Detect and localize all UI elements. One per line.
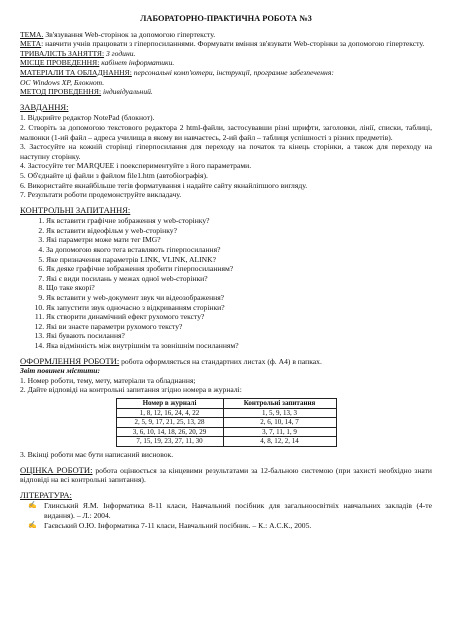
method-line (20, 87, 432, 97)
task-item: 3. Застосуйте на кожній сторінці гіперпосилання для переходу на початок та кінець сторінки, а також для переходу на наступну сторінку. (20, 142, 432, 161)
tasks-list (20, 113, 432, 199)
question-item: 3. Які параметри може мати тег IMG? (46, 235, 432, 245)
method-text: індивідуальний. (101, 87, 153, 97)
book-icon: ✍ (28, 520, 37, 529)
report-must-contain: Звіт повинен містити: (20, 366, 100, 376)
question-item: 12. Які ви знаєте параметри рухомого тексту? (46, 322, 432, 332)
question-item: 4. За допомогою якого тега вставляють гіперпосилання? (46, 245, 432, 255)
literature-text: Глинський Я.М. Інформатика 8-11 класи, Навчальний посібник для загальноосвітніх навчальних закладів (4-те видання). – Л.: 2004. (44, 501, 432, 520)
task-item: 2. Створіть за допомогою текстового редактора 2 html-файли, застосувавши різні шрифти, заголовки, лінії, списки, таблиці, малюнки (1-ий файл – адреса училища в якому ви навчаєтесь, 2-ий файл – таблиця успішності з різних предметів). (20, 122, 432, 142)
question-item: 6. Як деяке графічне зображення зробити гіперпосиланням? (46, 264, 432, 274)
topic-line (20, 30, 432, 40)
place-line (20, 58, 432, 68)
task-item: 1. Відкрийте редактор NotePad (блокнот). (20, 113, 155, 123)
goal-text: : навчити учнів працювати з гіперпосиланнями. Формувати вміння зв'язувати Web-сторінки за допомогою гіпертексту. (41, 39, 425, 49)
table-row (116, 408, 336, 418)
materials-text: персональні комп'ютери, інструкції, програмне забезпечення: (131, 67, 334, 77)
table-row (116, 418, 336, 428)
report-heading: ОФОРМЛЕННЯ РОБОТИ: (20, 355, 120, 366)
table-header-cell: Контрольні запитання (223, 398, 336, 408)
report-text: робота оформляється на стандартних листах (ф. А4) в папках. (119, 356, 322, 366)
grading-line (20, 466, 432, 485)
question-item: 5. Яке призначення параметрів LINK, VLINK, ALINK? (46, 255, 432, 265)
task-item: 4. Застосуйте тег MARQUEE і поекспериментуйте з його параметрами. (20, 161, 252, 171)
goal-line (20, 39, 432, 49)
question-item: 14. Яка відмінність між внутрішнім та зовнішнім посиланням? (46, 341, 432, 351)
table-cell: 3, 7, 11, 1, 9 (223, 427, 336, 437)
table-cell: 4, 8, 12, 2, 14 (223, 437, 336, 447)
table-cell: 7, 15, 19, 23, 27, 11, 30 (116, 437, 223, 447)
place-text: кабінет інформатики. (99, 58, 175, 68)
method-label: МЕТОД ПРОВЕДЕННЯ: (20, 87, 102, 97)
questions-list (20, 216, 432, 350)
question-item: 10. Як запустити звук одночасно з відкриванням сторінки? (46, 303, 432, 313)
materials-line (20, 68, 432, 78)
grade-table (116, 398, 337, 447)
literature-item (20, 501, 432, 520)
duration-label: ТРИВАЛІСТЬ ЗАНЯТТЯ: (20, 48, 105, 58)
table-row (116, 437, 336, 447)
grading-heading: ОЦІНКА РОБОТИ: (20, 464, 93, 475)
materials-line-2: ОС Windows XP, Блокнот. (20, 77, 105, 87)
table-cell: 3, 6, 10, 14, 18, 26, 20, 29 (116, 427, 223, 437)
report-line (20, 357, 432, 367)
topic-text: Зв'язування Web-сторінок за допомогою гіпертексту. (43, 29, 216, 39)
literature-heading: ЛІТЕРАТУРА: (20, 489, 72, 500)
table-header-row (116, 398, 336, 408)
grading-text: робота оцінюється за кінцевими результатами за 12-бальною системою (при захисті необхідно знати відповіді на всі контрольні запитання). (20, 465, 432, 485)
duration-text: 3 години. (104, 48, 136, 58)
task-item: 7. Результати роботи продемонструйте викладачу. (20, 190, 182, 200)
tasks-heading: ЗАВДАННЯ: (20, 101, 69, 112)
goal-label: МЕТА (20, 39, 42, 49)
duration-line (20, 49, 432, 59)
table-row (116, 427, 336, 437)
report-item: 1. Номер роботи, тему, мету, матеріали та обладнання; (20, 375, 196, 385)
table-header-cell: Номер в журналі (116, 398, 223, 408)
questions-heading: КОНТРОЛЬНІ ЗАПИТАННЯ: (20, 204, 131, 215)
table-cell: 1, 5, 9, 13, 3 (223, 408, 336, 418)
page-title: ЛАБОРАТОРНО-ПРАКТИЧНА РОБОТА №3 (140, 14, 312, 23)
question-item: 8. Що таке якорі? (46, 283, 432, 293)
question-item: 9. Як вставити у web-документ звук чи відеозображення? (46, 293, 432, 303)
book-icon: ✍ (28, 501, 37, 510)
table-cell: 1, 8, 12, 16, 24, 4, 22 (116, 408, 223, 418)
report-conclusion: 3. Вкінці роботи має бути написаний висновок. (20, 449, 174, 459)
materials-label: МАТЕРІАЛИ ТА ОБЛАДНАННЯ: (20, 67, 132, 77)
question-item: 7. Які є види посилань у межах одної web-сторінки? (46, 274, 432, 284)
literature-item (20, 521, 432, 531)
table-cell: 2, 5, 9, 17, 21, 25, 13, 28 (116, 418, 223, 428)
report-item: 2. Дайте відповіді на контрольні запитання згідно номера в журналі: (20, 385, 242, 395)
task-item: 5. Об'єднайте ці файли з файлом file1.htm (автобіографія). (20, 170, 208, 180)
question-item: 13. Які бувають посилання? (46, 331, 432, 341)
question-item: 11. Як створити динамічний ефект рухомого тексту? (46, 312, 432, 322)
table-cell: 2, 6, 10, 14, 7 (223, 418, 336, 428)
task-item: 6. Використайте якнайбільше тегів форматування і надайте сайту якнайліпшого вигляду. (20, 180, 308, 190)
question-item: 1. Як вставити графічне зображення у web-сторінку? (46, 216, 432, 226)
literature-text: Гаєвський О.Ю. Інформатика 7-11 класи, Навчальний посібник. – К.: А.С.К., 2005. (44, 520, 312, 530)
question-item: 2. Як вставити відеофільм у web-сторінку? (46, 226, 432, 236)
place-label: МІСЦЕ ПРОВЕДЕННЯ: (20, 58, 100, 68)
topic-label: ТЕМА. (20, 29, 44, 39)
